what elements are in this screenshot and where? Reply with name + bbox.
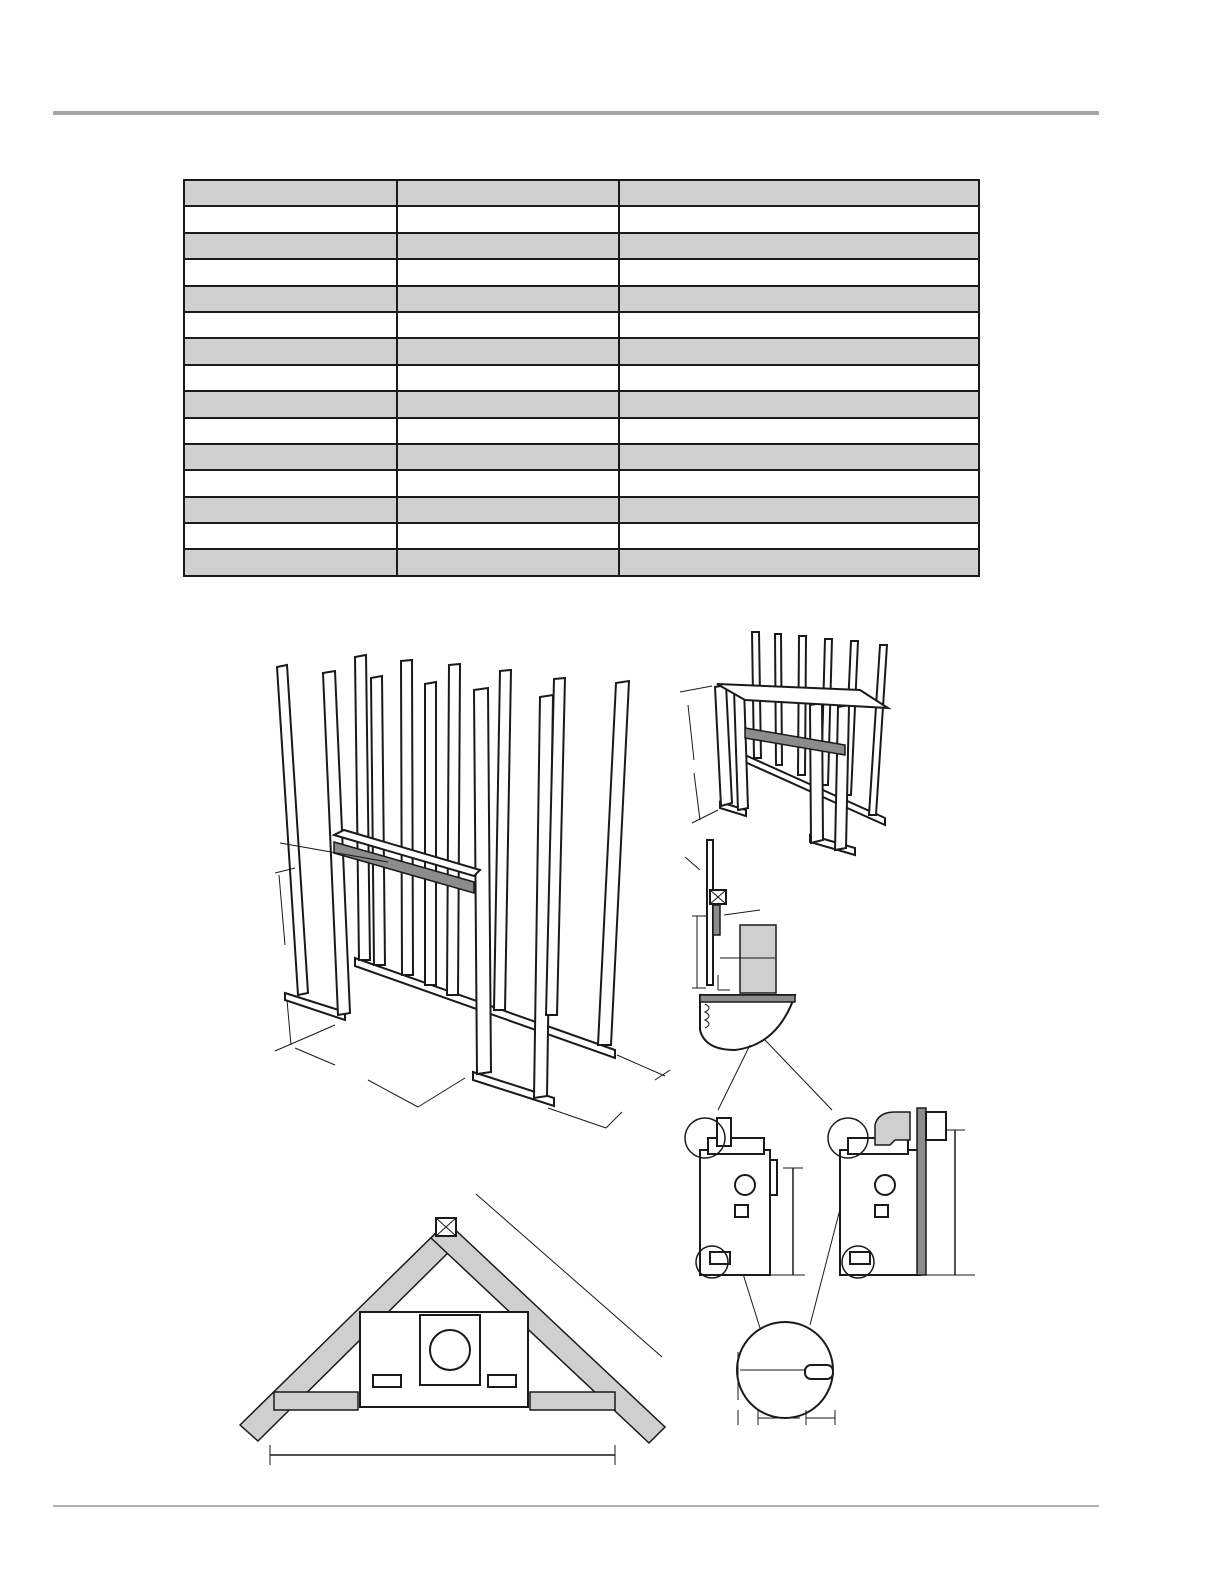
corner-installation-plan	[240, 1194, 665, 1465]
terminal-clearance-detail	[737, 1322, 835, 1425]
footer-rule	[53, 1505, 1099, 1507]
mantel-clearance-detail	[685, 840, 795, 1050]
fireplace-side-elevations	[685, 1108, 975, 1278]
corner-framing-diagram	[275, 655, 670, 1128]
framing-mantel-diagram	[680, 632, 888, 855]
